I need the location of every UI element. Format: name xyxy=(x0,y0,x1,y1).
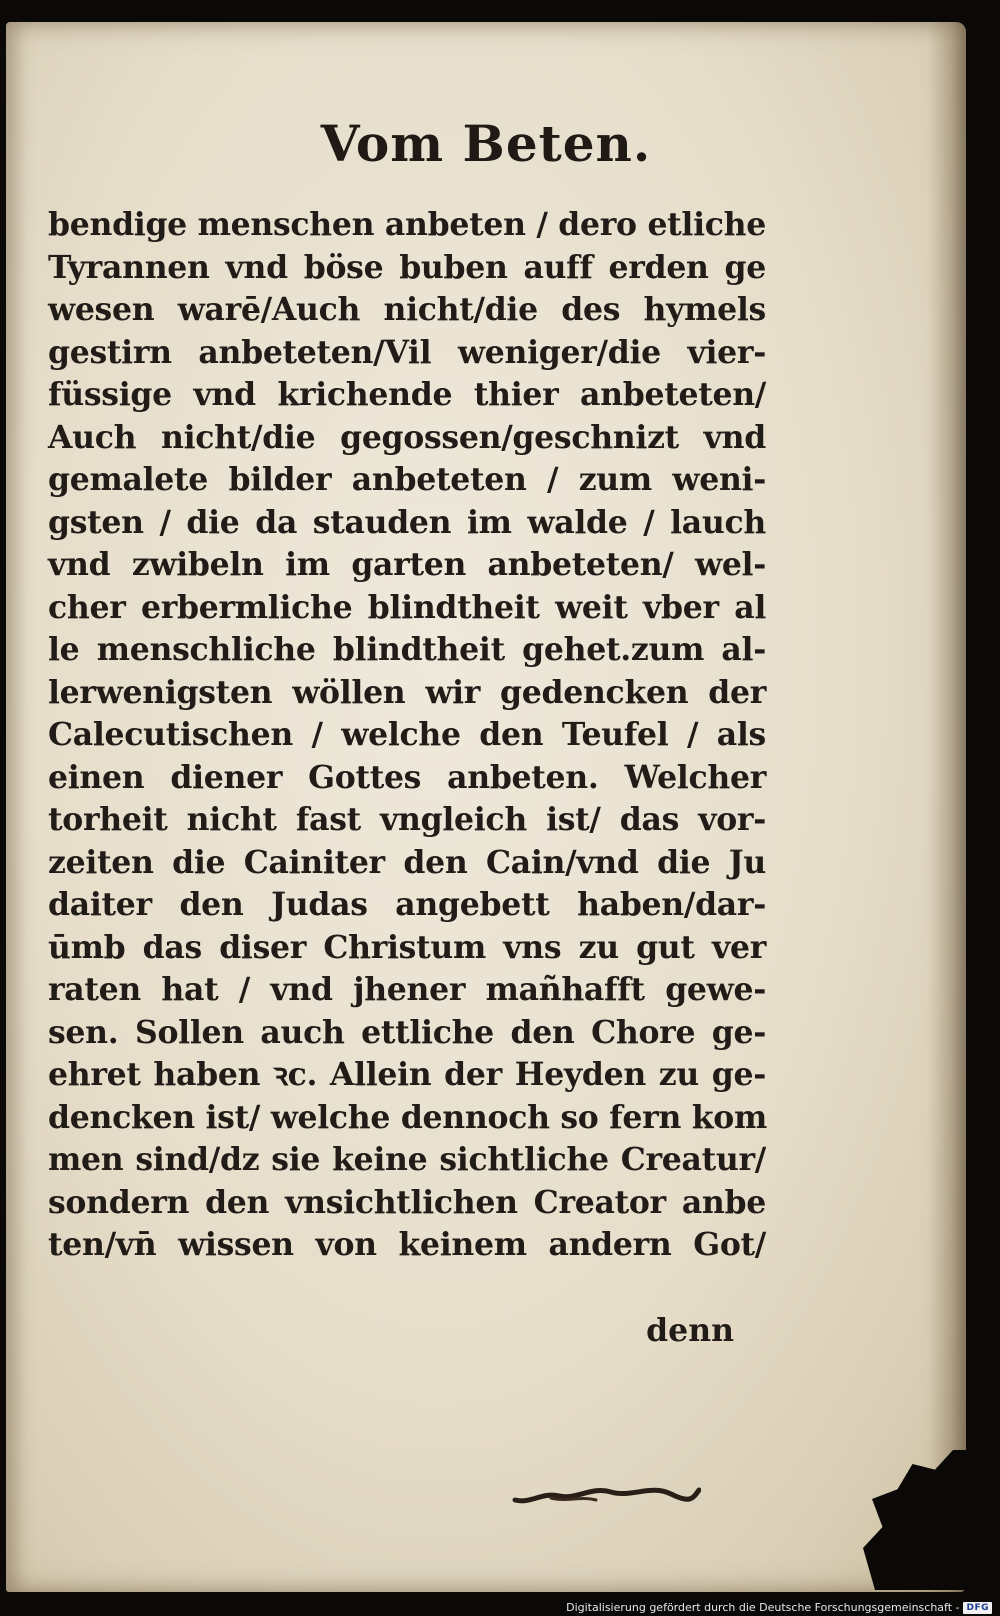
digitization-credit xyxy=(566,1601,992,1614)
text-line: lerwenigsten wöllen wir gedencken der xyxy=(48,673,766,711)
text-line: ten/vn̄ wissen von keinem andern Got/ xyxy=(48,1226,766,1263)
text-line: einen diener Gottes anbeten. Welcher xyxy=(48,758,766,796)
text-line: ūmb das diser Christum vns zu gut ver xyxy=(48,928,766,966)
ink-smudge xyxy=(511,1474,701,1510)
credit-text: Digitalisierung gefördert durch die Deutsche Forschungsgemeinschaft - xyxy=(566,1601,960,1614)
text-line: torheit nicht fast vngleich ist/ das vor- xyxy=(48,801,766,838)
text-line: füssige vnd krichende thier anbeteten/ xyxy=(48,376,766,413)
dfg-logo: DFG xyxy=(963,1602,992,1614)
text-line: raten hat / vnd jhener mañhafft gewe- xyxy=(48,971,766,1008)
text-line: gemalete bilder anbeteten / zum weni- xyxy=(48,461,766,498)
text-line: le menschliche blindtheit gehet.zum al- xyxy=(48,631,766,668)
text-line: wesen warē/Auch nicht/die des hymels xyxy=(48,291,766,328)
text-line: Tyrannen vnd böse buben auff erden ge xyxy=(48,248,766,286)
text-line: sondern den vnsichtlichen Creator anbe xyxy=(48,1183,766,1221)
text-line: gestirn anbeteten/Vil weniger/die vier- xyxy=(48,333,766,371)
text-line: cher erbermliche blindtheit weit vber al xyxy=(48,588,766,626)
text-line: daiter den Judas angebett haben/dar- xyxy=(48,886,766,923)
text-line: sen. Sollen auch ettliche den Chore ge- xyxy=(48,1013,766,1051)
text-line: bendige menschen anbeten / dero etliche xyxy=(48,206,766,243)
text-line: ehret haben ꝛc. Allein der Heyden zu ge- xyxy=(48,1056,766,1093)
page-edge-shadow xyxy=(928,22,966,1592)
text-line: men sind/dz sie keine sichtliche Creatur/ xyxy=(48,1141,766,1178)
text-line: Calecutischen / welche den Teufel / als xyxy=(48,716,766,753)
text-line: vnd zwibeln im garten anbeteten/ wel- xyxy=(48,546,766,583)
book-page xyxy=(6,22,966,1592)
text-line: gsten / die da stauden im walde / lauch xyxy=(48,503,766,541)
running-header: Vom Beten. xyxy=(320,114,652,173)
catchword: denn xyxy=(646,1312,734,1349)
text-line: zeiten die Cainiter den Cain/vnd die Ju xyxy=(48,843,766,881)
text-line: Auch nicht/die gegossen/geschnizt vnd xyxy=(48,418,766,456)
text-line: dencken ist/ welche dennoch so fern kom xyxy=(48,1098,767,1136)
body-text xyxy=(48,204,766,1267)
